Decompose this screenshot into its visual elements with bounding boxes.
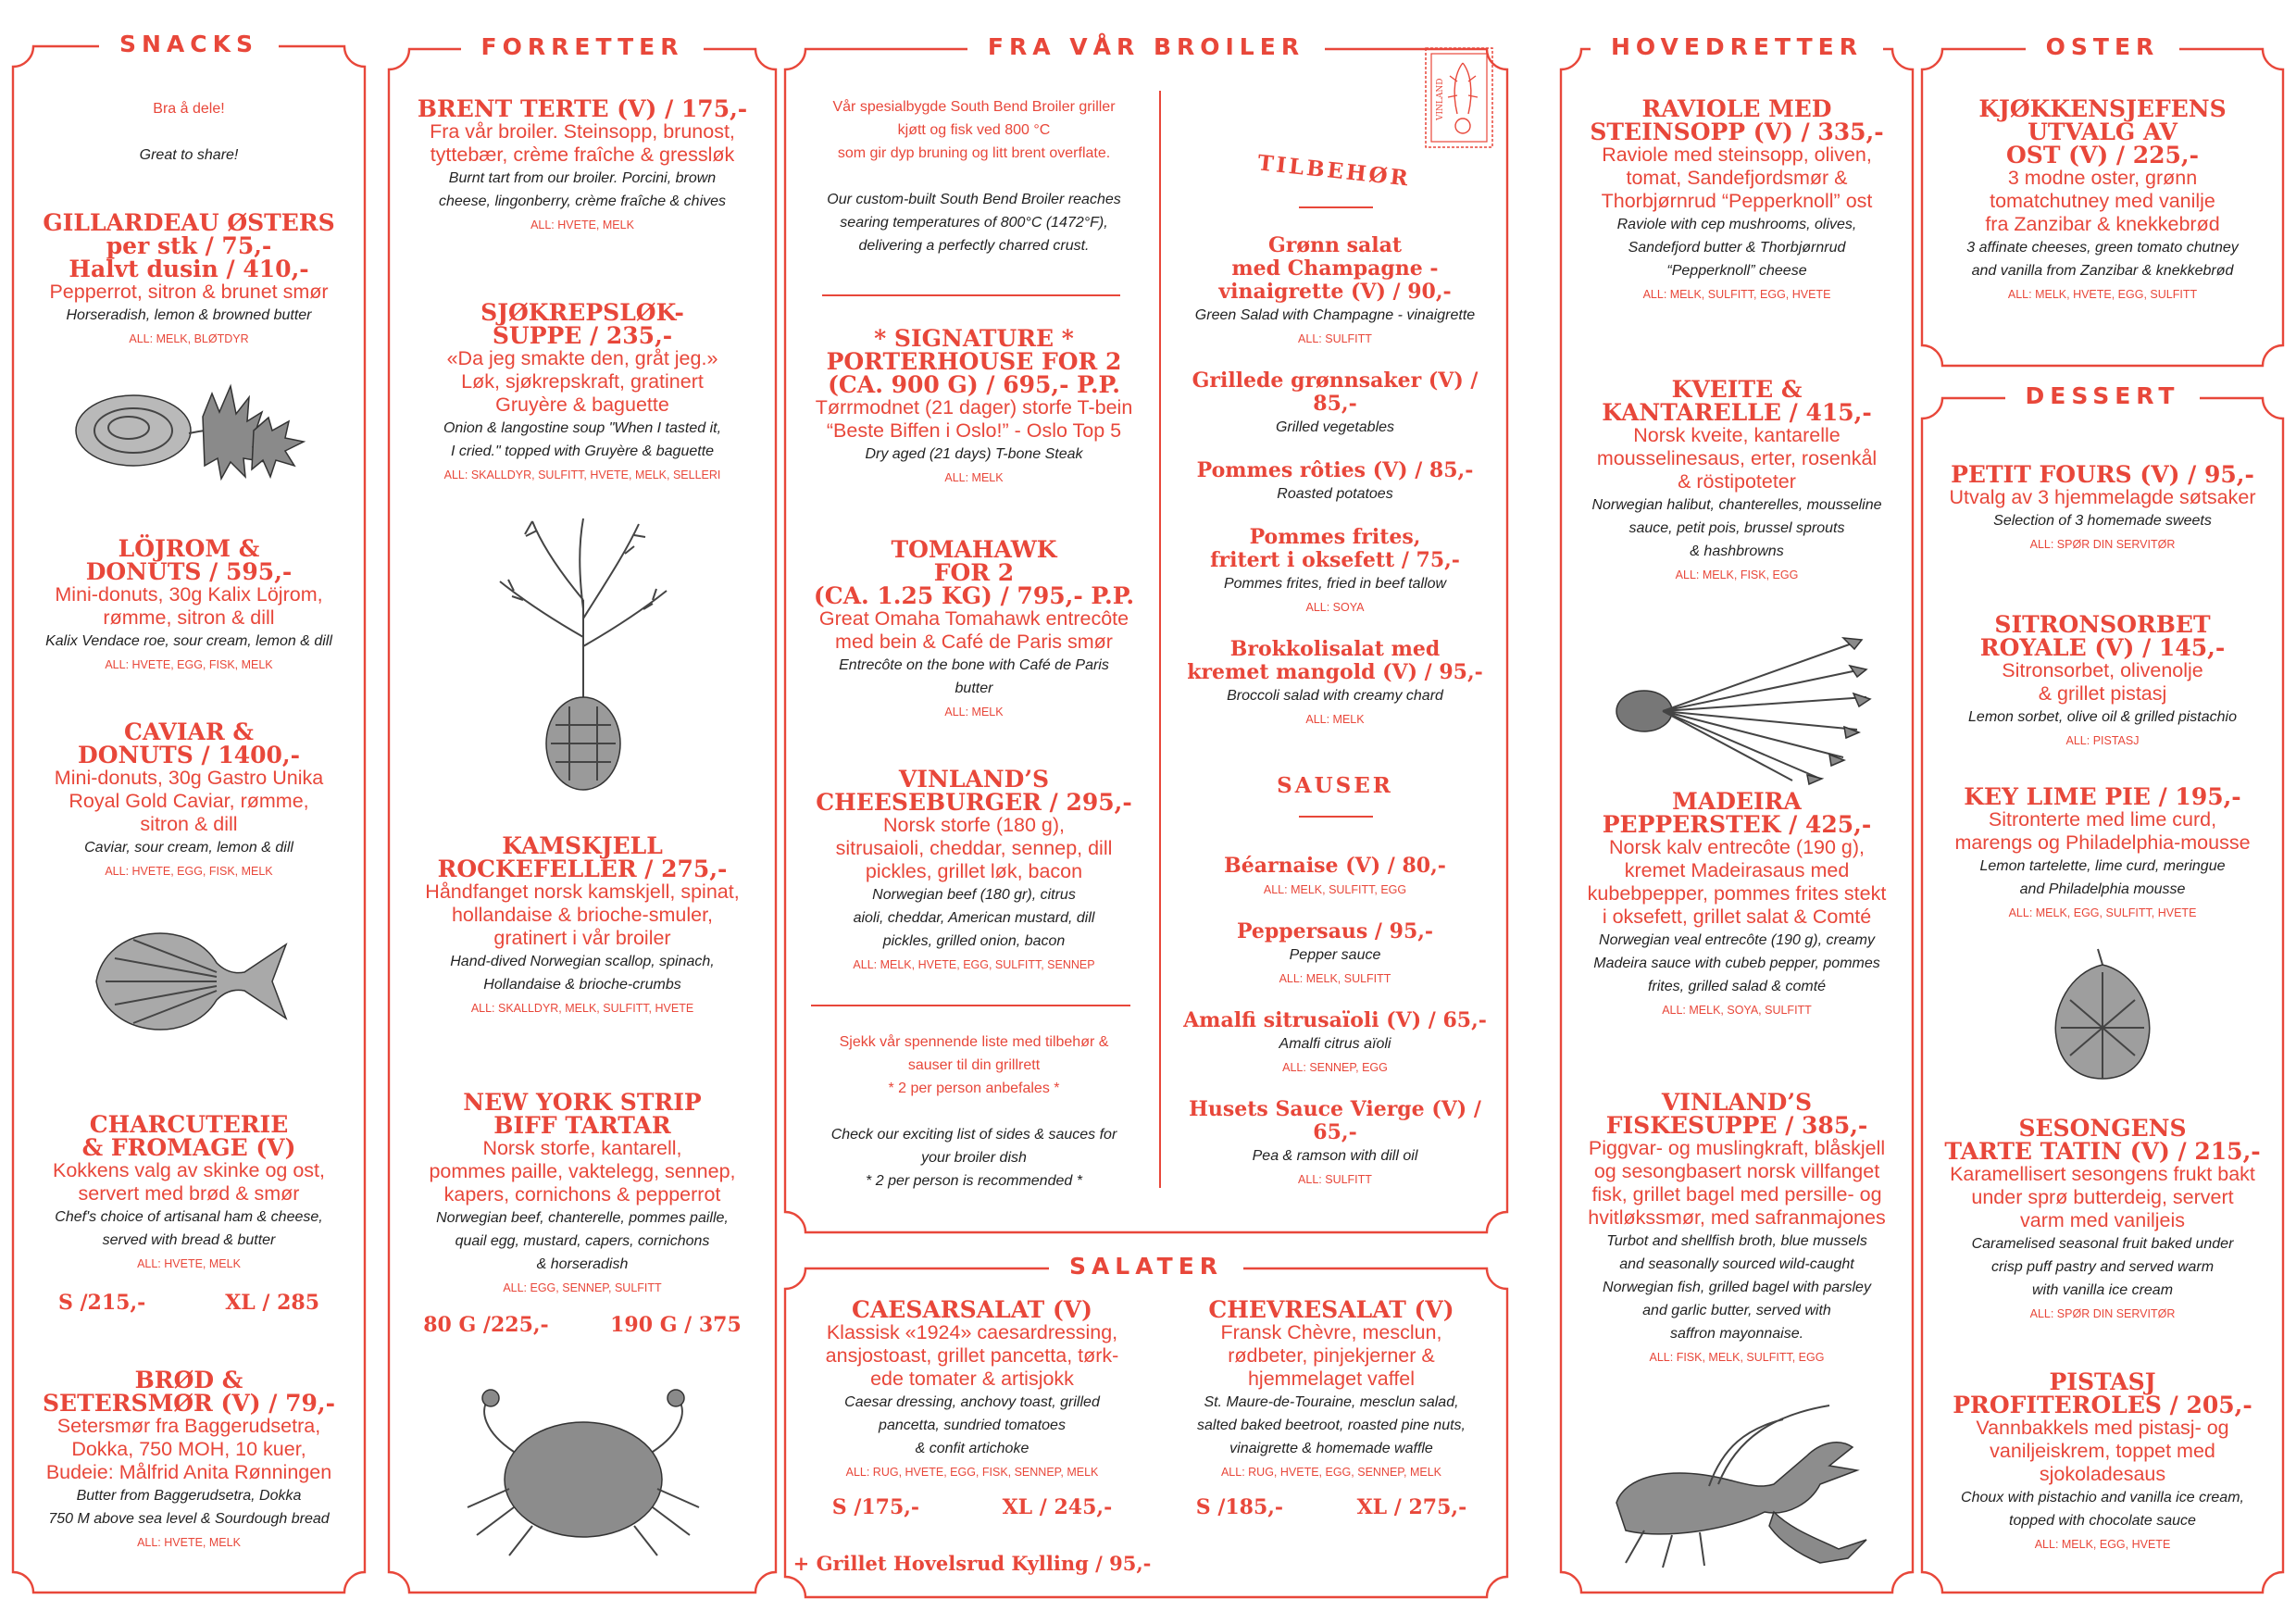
item-allergens: ALL: FISK, MELK, SULFITT, EGG	[1649, 1351, 1825, 1364]
item-desc-en: Hand-dived Norwegian scallop, spinach, Hollandaise & brioche-crumbs	[450, 954, 715, 993]
fennel-illustration	[486, 517, 680, 794]
item-name: SJØKREPSLØK- SUPPE / 235,-	[480, 299, 684, 349]
item-desc-no: Raviole med steinsopp, oliven, tomat, Sandefjordsmør & Thorbjørnrud “Pepperknoll” ost	[1601, 144, 1873, 212]
menu-item-kveite	[1565, 378, 1909, 585]
item-desc-en: Kalix Vendace roe, sour cream, lemon & dill	[45, 633, 332, 649]
item-allergens: ALL: SOYA	[1305, 601, 1365, 614]
snacks-intro-no: Bra å dele!	[153, 101, 225, 117]
item-desc-en: Norwegian halibut, chanterelles, mousseline sauce, petit pois, brussel sprouts & hashbrowns	[1591, 497, 1882, 559]
charcuterie-price-xl: XL / 285	[225, 1291, 320, 1315]
item-name: Brokkolisalat med kremet mangold (V) / 95,-	[1187, 637, 1483, 684]
stamp-text: VINLAND	[1436, 78, 1445, 120]
menu-item-caesarsalat	[791, 1298, 1154, 1519]
item-allergens: ALL: SKALLDYR, SULFITT, HVETE, MELK, SELLERI	[443, 468, 721, 481]
item-desc-no: Utvalg av 3 hjemmelagde søtsaker	[1949, 486, 2256, 508]
salater-title: SALATER	[785, 1253, 1507, 1280]
item-name: Grillede grønnsaker (V) / 85,-	[1192, 369, 1479, 416]
item-allergens: ALL: MELK, HVETE, EGG, SULFITT	[2007, 288, 2198, 301]
menu-item-lojrom	[19, 537, 359, 675]
item-allergens: ALL: SKALLDYR, MELK, SULFITT, HVETE	[470, 1002, 694, 1015]
item-allergens: ALL: MELK, SULFITT, EGG	[1263, 883, 1407, 896]
oster-title: OSTER	[1922, 33, 2283, 60]
menu-item-tomahawk	[792, 538, 1155, 722]
item-name: BRENT TERTE (V) / 175,-	[417, 95, 748, 122]
item-desc-en: St. Maure-de-Touraine, mesclun salad, salted baked beetroot, roasted pine nuts, vinaigrette & homemade waffle	[1197, 1394, 1466, 1456]
tartar-price-large: 190 G / 375	[610, 1313, 742, 1337]
item-allergens: ALL: MELK, SULFITT, EGG, HVETE	[1642, 288, 1831, 301]
item-desc-en: Turbot and shellfish broth, blue mussels and seasonally sourced wild-caught Norwegian fish, grilled bagel with parsley and garlic butter, served with saffron mayonnaise.	[1603, 1233, 1871, 1342]
fig-illustration	[2042, 944, 2163, 1083]
item-name: LÖJROM & DONUTS / 595,-	[85, 535, 293, 585]
broiler-column-divider	[1159, 91, 1161, 1188]
divider	[811, 1005, 1130, 1006]
menu-item-sjokrepsloksuppe	[393, 301, 772, 485]
hovedretter-panel	[1561, 33, 1913, 1593]
menu-item-sitronsorbet	[1926, 613, 2279, 751]
broiler-panel	[785, 33, 1507, 1232]
item-allergens: ALL: MELK	[1305, 713, 1365, 726]
item-desc-en: Amalfi citrus aïoli	[1279, 1036, 1391, 1052]
dessert-panel	[1922, 382, 2283, 1593]
item-allergens: ALL: HVETE, MELK	[530, 219, 634, 231]
item-name: KAMSKJELL ROCKEFELLER / 275,-	[437, 832, 728, 882]
item-desc-en: Caramelised seasonal fruit baked under crisp puff pastry and served warm with vanilla ice cream	[1971, 1236, 2234, 1298]
item-desc-en: Entrecôte on the bone with Café de Paris butter	[839, 657, 1109, 696]
item-desc-no: «Da jeg smakte den, gråt jeg.» Løk, sjøkrepskraft, gratinert Gruyère & baguette	[446, 347, 718, 416]
item-desc-en: Raviole with cep mushrooms, olives, Sandefjord butter & Thorbjørnrud “Pepperknoll” cheese	[1616, 217, 1857, 279]
asparagus-illustration	[1607, 632, 1876, 785]
item-desc-en: Norwegian beef, chanterelle, pommes paille, quail egg, mustard, capers, cornichons & horseradish	[436, 1210, 729, 1272]
item-desc-no: Fransk Chèvre, mesclun, rødbeter, pinjekjerner & hjemmelaget vaffel	[1220, 1321, 1442, 1390]
dessert-title: DESSERT	[1922, 382, 2283, 409]
item-allergens: ALL: MELK, BLØTDYR	[129, 332, 249, 345]
item-allergens: ALL: SULFITT	[1298, 332, 1372, 345]
item-allergens: ALL: RUG, HVETE, EGG, FISK, SENNEP, MELK	[845, 1466, 1099, 1479]
item-desc-en: Norwegian veal entrecôte (190 g), creamy Madeira sauce with cubeb pepper, pommes frites, grilled salad & comté	[1593, 932, 1880, 994]
sauce-item-sauce-vierge	[1168, 1098, 1502, 1190]
menu-item-profiteroles	[1926, 1370, 2279, 1555]
side-item-gronn-salat	[1168, 234, 1502, 349]
menu-item-charcuterie	[19, 1113, 359, 1315]
menu-item-kamskjell	[393, 834, 772, 1018]
item-name: Peppersaus / 95,-	[1236, 919, 1434, 943]
tartar-price-small: 80 G /225,-	[423, 1313, 549, 1337]
item-name: KJØKKENSJEFENS UTVALG AV OST (V) / 225,-	[1978, 95, 2227, 169]
hovedretter-title: HOVEDRETTER	[1561, 33, 1913, 60]
item-desc-en: Lemon sorbet, olive oil & grilled pistachio	[1968, 709, 2237, 725]
broiler-intro-no: Vår spesialbygde South Bend Broiler griller kjøtt og fisk ved 800 °C som gir dyp bruning og litt brent overflate.	[832, 99, 1116, 161]
item-desc-en: Chef's choice of artisanal ham & cheese, served with bread & butter	[55, 1209, 323, 1248]
item-desc-no: Norsk kveite, kantarelle mousselinesaus, erter, rosenkål & röstipoteter	[1596, 424, 1878, 493]
item-allergens: ALL: HVETE, EGG, FISK, MELK	[105, 658, 273, 671]
sauce-item-bearnaise	[1168, 855, 1502, 900]
item-desc-no: Pepperrot, sitron & brunet smør	[49, 281, 329, 303]
item-name: NEW YORK STRIP BIFF TARTAR	[463, 1089, 702, 1139]
item-desc-en: Horseradish, lemon & browned butter	[66, 307, 312, 323]
divider	[822, 294, 1120, 296]
item-allergens: ALL: SPØR DIN SERVITØR	[2029, 1307, 2176, 1320]
menu-item-chevresalat	[1159, 1298, 1504, 1519]
oster-panel	[1922, 33, 2283, 366]
item-desc-en: Green Salad with Champagne - vinaigrette	[1194, 307, 1476, 323]
item-allergens: ALL: MELK, FISK, EGG	[1675, 568, 1799, 581]
item-name: RAVIOLE MED STEINSOPP (V) / 335,-	[1590, 95, 1884, 145]
item-desc-en: Choux with pistachio and vanilla ice cream, topped with chocolate sauce	[1961, 1490, 2244, 1529]
item-name: PISTASJ PROFITEROLES / 205,-	[1953, 1368, 2252, 1418]
lobster-illustration	[1589, 1401, 1885, 1572]
item-desc-en: Lemon tartelette, lime curd, meringue and Philadelphia mousse	[1979, 858, 2226, 897]
item-allergens: ALL: SENNEP, EGG	[1282, 1061, 1388, 1074]
broiler-intro-en: Our custom-built South Bend Broiler reaches searing temperatures of 800°C (1472°F), delivering a perfectly charred crust.	[827, 192, 1121, 254]
item-name: CHEVRESALAT (V)	[1208, 1296, 1454, 1323]
item-allergens: ALL: MELK, SULFITT	[1279, 972, 1391, 985]
tilbehor-title: TILBEHØR	[1256, 150, 1412, 192]
item-desc-no: Norsk storfe, kantarell, pommes paille, vaktelegg, sennep, kapers, cornichons & pepperrot	[429, 1137, 736, 1206]
item-desc-no: Mini-donuts, 30g Gastro Unika Royal Gold Caviar, rømme, sitron & dill	[54, 767, 324, 835]
salater-addon-kylling: + Grillet Hovelsrud Kylling / 95,-	[792, 1552, 1152, 1575]
item-desc-en: Broccoli salad with creamy chard	[1227, 688, 1443, 704]
item-name: Amalfi sitrusaïoli (V) / 65,-	[1183, 1008, 1487, 1032]
item-name: GILLARDEAU ØSTERS per stk / 75,- Halvt dusin / 410,-	[43, 209, 335, 282]
item-desc-no: Mini-donuts, 30g Kalix Löjrom, rømme, sitron & dill	[55, 583, 323, 629]
menu-item-ost	[1926, 97, 2279, 305]
item-desc-no: Karamellisert sesongens frukt bakt under sprø butterdeig, servert varm med vaniljeis	[1950, 1163, 2255, 1231]
item-name: * SIGNATURE * PORTERHOUSE FOR 2 (CA. 900 G) / 695,- P.P.	[826, 325, 1122, 398]
forretter-panel	[389, 33, 776, 1593]
item-desc-no: Setersmør fra Baggerudsetra, Dokka, 750 MOH, 10 kuer, Budeie: Målfrid Anita Rønningen	[45, 1415, 332, 1483]
item-desc-en: Selection of 3 homemade sweets	[1993, 513, 2212, 529]
item-allergens: ALL: MELK, EGG, SULFITT, HVETE	[2008, 906, 2197, 919]
menu-item-key-lime-pie	[1926, 785, 2279, 923]
menu-item-madeira	[1565, 790, 1909, 1020]
forretter-title: FORRETTER	[389, 33, 776, 60]
snacks-title: SNACKS	[13, 31, 365, 57]
item-desc-en: Pepper sauce	[1289, 947, 1381, 963]
item-allergens: ALL: SULFITT	[1298, 1173, 1372, 1186]
item-desc-en: Roasted potatoes	[1277, 486, 1393, 502]
item-name: SITRONSORBET ROYALE (V) / 145,-	[1979, 611, 2226, 661]
sauce-item-amalfi	[1168, 1009, 1502, 1078]
item-allergens: ALL: MELK	[944, 706, 1004, 718]
menu-item-porterhouse	[792, 327, 1155, 488]
item-allergens: ALL: HVETE, MELK	[137, 1536, 241, 1549]
item-desc-en: Butter from Baggerudsetra, Dokka 750 M above sea level & Sourdough bread	[48, 1488, 330, 1527]
item-name: Husets Sauce Vierge (V) / 65,-	[1189, 1097, 1481, 1144]
menu-item-brod	[19, 1368, 359, 1553]
item-desc-en: Pea & ramson with dill oil	[1252, 1148, 1418, 1164]
fish-illustration	[87, 907, 300, 1056]
item-name: VINLAND’S CHEESEBURGER / 295,-	[816, 766, 1132, 816]
side-item-brokkolisalat	[1168, 638, 1502, 730]
item-desc-en: Caviar, sour cream, lemon & dill	[84, 840, 293, 856]
item-allergens: ALL: EGG, SENNEP, SULFITT	[503, 1281, 662, 1294]
item-desc-en: Caesar dressing, anchovy toast, grilled pancetta, sundried tomatoes & confit artichoke	[844, 1394, 1100, 1456]
item-desc-en: Norwegian beef (180 gr), citrus aioli, cheddar, American mustard, dill pickles, grilled onion, bacon	[853, 887, 1095, 949]
item-name: CAVIAR & DONUTS / 1400,-	[78, 718, 300, 768]
item-name: SESONGENS TARTE TATIN (V) / 215,-	[1944, 1115, 2261, 1165]
item-allergens: ALL: SPØR DIN SERVITØR	[2029, 538, 2176, 551]
chevre-price-s: S /185,-	[1195, 1495, 1284, 1519]
vinland-stamp-logo	[1422, 44, 1496, 151]
item-name: KVEITE & KANTARELLE / 415,-	[1602, 376, 1872, 426]
menu-item-raviole	[1565, 97, 1909, 305]
item-desc-no: Klassisk «1924» caesardressing, ansjostoast, grillet pancetta, tørk- ede tomater & artisjokk	[825, 1321, 1119, 1390]
item-desc-no: 3 modne oster, grønn tomatchutney med vanilje fra Zanzibar & knekkebrød	[1985, 167, 2220, 235]
divider	[1299, 816, 1373, 818]
menu-item-petit-fours	[1926, 463, 2279, 555]
item-desc-no: Fra vår broiler. Steinsopp, brunost, tyttebær, crème fraîche & gressløk	[430, 120, 735, 166]
charcuterie-price-s: S /215,-	[57, 1291, 146, 1315]
item-allergens: ALL: MELK, HVETE, EGG, SULFITT, SENNEP	[853, 958, 1095, 971]
item-desc-en: Pommes frites, fried in beef tallow	[1223, 576, 1447, 592]
salater-panel	[785, 1253, 1507, 1597]
sauser-title: SAUSER	[1277, 773, 1393, 798]
item-desc-no: Great Omaha Tomahawk entrecôte med bein & Café de Paris smør	[818, 607, 1129, 653]
item-desc-no: Norsk kalv entrecôte (190 g), kremet Madeirasaus med kubebpepper, pommes frites stekt i oksefett, grillet salat & Comté	[1587, 836, 1887, 928]
menu-item-brent-terte	[393, 97, 772, 235]
item-name: TOMAHAWK FOR 2 (CA. 1.25 KG) / 795,- P.P.	[813, 536, 1135, 609]
item-name: VINLAND’S FISKESUPPE / 385,-	[1605, 1089, 1868, 1139]
item-desc-no: Sitronterte med lime curd, marengs og Philadelphia-mousse	[1954, 808, 2251, 854]
item-name: KEY LIME PIE / 195,-	[1964, 783, 2241, 810]
item-desc-no: Håndfanget norsk kamskjell, spinat, hollandaise & brioche-smuler, gratinert i vår broiler	[425, 881, 740, 949]
item-allergens: ALL: MELK, EGG, HVETE	[2034, 1538, 2171, 1551]
item-name: CHARCUTERIE & FROMAGE (V)	[81, 1111, 296, 1161]
item-allergens: ALL: MELK, SOYA, SULFITT	[1662, 1004, 1812, 1017]
item-name: BRØD & SETERSMØR (V) / 79,-	[43, 1367, 335, 1417]
side-item-grillede	[1168, 369, 1502, 439]
menu-item-fiskesuppe	[1565, 1091, 1909, 1368]
menu-item-caviar	[19, 720, 359, 881]
item-name: Pommes rôties (V) / 85,-	[1196, 458, 1474, 482]
item-name: Pommes frites, fritert i oksefett / 75,-	[1210, 525, 1460, 572]
item-allergens: ALL: HVETE, EGG, FISK, MELK	[105, 865, 273, 878]
item-name: PETIT FOURS (V) / 95,-	[1951, 461, 2254, 488]
item-name: CAESARSALAT (V)	[852, 1296, 1092, 1323]
item-name: MADEIRA PEPPERSTEK / 425,-	[1602, 788, 1872, 838]
item-desc-en: 3 affinate cheeses, green tomato chutney and vanilla from Zanzibar & knekkebrød	[1966, 240, 2239, 279]
item-desc-no: Norsk storfe (180 g), sitrusaioli, cheddar, sennep, dill pickles, grillet løk, bacon	[835, 814, 1113, 882]
item-allergens: ALL: HVETE, MELK	[137, 1257, 241, 1270]
item-allergens: ALL: MELK	[944, 471, 1004, 484]
item-allergens: ALL: RUG, HVETE, EGG, SENNEP, MELK	[1220, 1466, 1442, 1479]
caesar-price-xl: XL / 245,-	[1002, 1495, 1113, 1519]
snacks-panel	[13, 31, 365, 1593]
item-desc-no: Tørrmodnet (21 dager) storfe T-bein “Beste Biffen i Oslo!” - Oslo Top 5	[815, 396, 1133, 442]
item-desc-no: Kokkens valg av skinke og ost, servert med brød & smør	[53, 1159, 325, 1205]
item-desc-no: Piggvar- og muslingkraft, blåskjell og sesongbasert norsk villfanget fisk, grillet bagel med persille- og hvitløkssmør, med safranmajones	[1588, 1137, 1886, 1229]
oyster-illustration	[64, 361, 332, 500]
item-desc-en: Dry aged (21 days) T-bone Steak	[865, 446, 1083, 462]
item-allergens: ALL: PISTASJ	[2065, 734, 2140, 747]
broiler-title: FRA VÅR BROILER	[785, 33, 1507, 60]
item-name: Béarnaise (V) / 80,-	[1224, 854, 1446, 878]
menu-item-tarte-tatin	[1926, 1117, 2279, 1324]
broiler-outro-no: Sjekk vår spennende liste med tilbehør & sauser til din grillrett * 2 per person anbefales *	[839, 1034, 1109, 1096]
menu-item-ny-strip	[393, 1091, 772, 1337]
side-item-pommes-frites	[1168, 526, 1502, 618]
broiler-outro-en: Check our exciting list of sides & sauces for your broiler dish * 2 per person is recommended *	[830, 1127, 1117, 1189]
item-desc-no: Sitronsorbet, olivenolje & grillet pistasj	[2002, 659, 2203, 705]
item-desc-en: Burnt tart from our broiler. Porcini, brown cheese, lingonberry, crème fraîche & chives	[438, 170, 727, 209]
chevre-price-xl: XL / 275,-	[1356, 1495, 1467, 1519]
divider	[1299, 206, 1373, 208]
sauce-item-peppersaus	[1168, 920, 1502, 989]
snacks-intro-en: Great to share!	[139, 147, 239, 163]
menu-item-cheeseburger	[792, 768, 1155, 975]
item-desc-en: Grilled vegetables	[1275, 419, 1395, 435]
item-desc-no: Vannbakkels med pistasj- og vaniljeiskrem, toppet med sjokoladesaus	[1976, 1417, 2229, 1485]
item-name: Grønn salat med Champagne - vinaigrette (V) / 90,-	[1218, 233, 1452, 304]
side-item-pommes-roties	[1168, 459, 1502, 506]
crab-illustration	[458, 1387, 708, 1563]
item-desc-en: Onion & langostine soup "When I tasted it, I cried." topped with Gruyère & baguette	[443, 420, 722, 459]
caesar-price-s: S /175,-	[831, 1495, 920, 1519]
menu-item-gillardeau	[19, 211, 359, 349]
